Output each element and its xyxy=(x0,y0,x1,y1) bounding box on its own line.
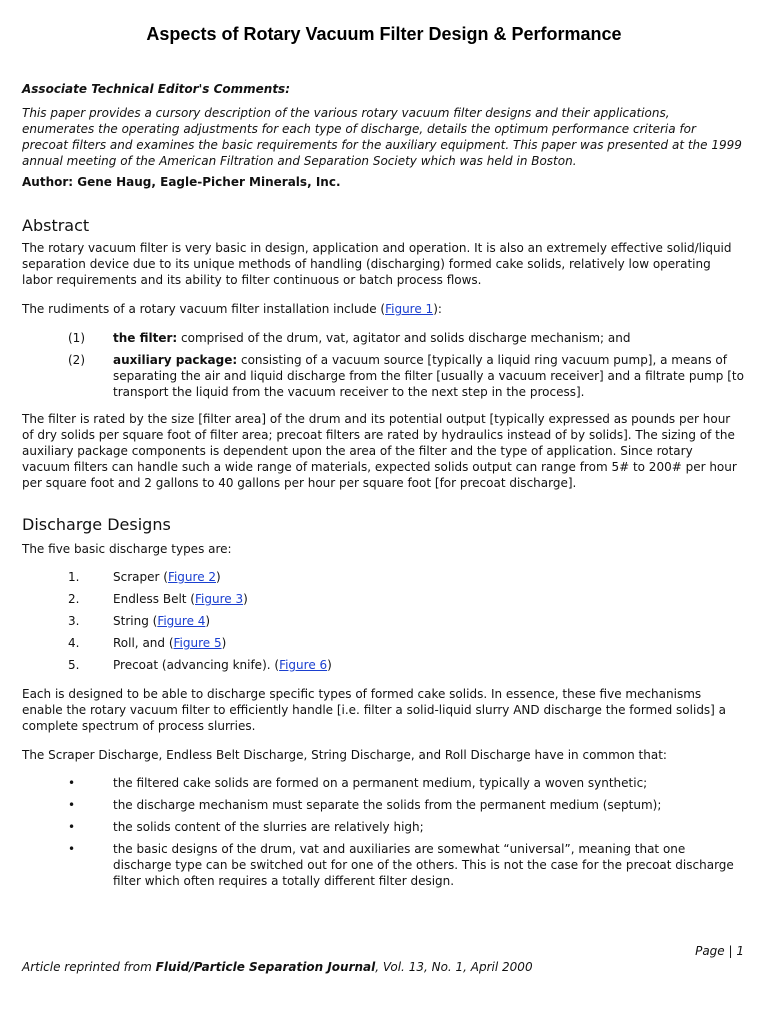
reprint-citation xyxy=(22,960,746,974)
installation-list xyxy=(68,330,744,400)
bullet-glyph: • xyxy=(68,842,76,856)
list-item-text: Roll, and ( xyxy=(113,636,174,650)
abstract-heading: Abstract xyxy=(22,216,90,235)
list-item-text: Scraper ( xyxy=(113,570,168,584)
editor-comments-heading: Associate Technical Editor's Comments: xyxy=(22,82,290,96)
reprint-prefix: Article reprinted from xyxy=(22,960,156,974)
discharge-paragraph: Each is designed to be able to discharge specific types of formed cake solids. In essence, these five mechanisms enable the rotary vacuum filter to efficiently handle [i.e. filter a solid-liquid slurry AND discharge the formed solids] a complete spectrum of process slurries. xyxy=(22,687,727,733)
list-item xyxy=(68,841,744,889)
list-item-text: the basic designs of the drum, vat and auxiliaries are somewhat “universal”, meaning that one discharge type can be switched out for one of the others. This is not the case for the precoat discharge filter which often requires a totally different filter design. xyxy=(113,842,734,888)
list-item-text: consisting of a vacuum source [typically a liquid ring vacuum pump], a means of separating the air and liquid discharge from the filter [usually a vacuum receiver] and a filtrate pump [to transport the liquid from the vacuum receiver to the next step in the process]. xyxy=(113,353,744,399)
list-item-text: the filtered cake solids are formed on a permanent medium, typically a woven synthetic; xyxy=(113,776,648,790)
author-organization: Eagle-Picher Minerals xyxy=(160,175,308,189)
rudiments-text-end: ): xyxy=(433,302,442,316)
common-intro: The Scraper Discharge, Endless Belt Discharge, String Discharge, and Roll Discharge have in common that: xyxy=(22,748,667,762)
list-item-term: auxiliary package: xyxy=(113,353,238,367)
figure-6-link[interactable]: Figure 6 xyxy=(279,658,328,672)
author-organization-suffix: Inc. xyxy=(315,175,341,189)
list-item-text-end: ) xyxy=(221,636,227,650)
bullet-glyph: • xyxy=(68,776,76,790)
list-item-number: (2) xyxy=(68,353,85,367)
list-item-text-end: ) xyxy=(216,570,221,584)
figure-2-link[interactable]: Figure 2 xyxy=(167,570,217,584)
author-separator: , xyxy=(151,175,156,189)
list-item xyxy=(68,657,744,679)
author-label: Author: xyxy=(22,175,74,189)
list-item-text: String ( xyxy=(113,614,158,628)
list-item xyxy=(68,613,744,635)
author-line xyxy=(22,175,746,189)
discharge-types-list xyxy=(68,569,744,679)
list-item-number: 4. xyxy=(68,636,80,650)
abstract-paragraph-2 xyxy=(22,301,744,317)
list-item-number: 2. xyxy=(68,592,80,606)
list-item xyxy=(68,819,744,841)
list-item-number: (1) xyxy=(68,331,85,345)
figure-5-link[interactable]: Figure 5 xyxy=(173,636,222,650)
list-item-text: the discharge mechanism must separate the solids from the permanent medium (septum); xyxy=(113,798,662,812)
list-item xyxy=(68,775,744,797)
list-item-text: Precoat (advancing knife). ( xyxy=(113,658,280,672)
figure-1-link[interactable]: Figure 1 xyxy=(385,302,434,316)
figure-3-link[interactable]: Figure 3 xyxy=(195,592,244,606)
list-item-number: 5. xyxy=(68,658,80,672)
bullet-glyph: • xyxy=(68,798,76,812)
discharge-designs-heading: Discharge Designs xyxy=(22,515,171,534)
rudiments-text: The rudiments of a rotary vacuum filter installation include ( xyxy=(22,302,386,316)
list-item xyxy=(68,797,744,819)
abstract-paragraph-3: The filter is rated by the size [filter area] of the drum and its potential output [typically expressed as pounds per hour of dry solids per square foot of filter area; precoat filters are rated by hydraulics instead of by solids]. The sizing of the auxiliary package components is dependent upon the area of the filter and the type of application. Since rotary vacuum filters can handle such a wide range of materials, expected solids output can range from 5# to 200# per hour per square foot and 2 gallons to 40 gallons per hour per square foot [for precoat discharge]. xyxy=(22,412,737,490)
editor-comments-text: This paper provides a cursory description of the various rotary vacuum filter designs and their applications, enumerates the operating adjustments for each type of discharge, details the optimum performance criteria for precoat filters and examines the basic requirements for the auxiliary equipment. This paper was presented at the 1999 annual meeting of the American Filtration and Separation Society which was held in Boston. xyxy=(22,106,742,168)
author-name: Gene Haug xyxy=(77,175,152,189)
list-item-text-end: ) xyxy=(205,614,211,628)
page-number: Page | 1 xyxy=(695,944,744,958)
reprint-suffix: , Vol. 13, No. 1, April 2000 xyxy=(375,960,533,974)
list-item-text: Endless Belt ( xyxy=(113,592,195,606)
list-item-text: the solids content of the slurries are relatively high; xyxy=(113,820,424,834)
list-item-term: the filter: xyxy=(113,331,178,345)
list-item xyxy=(68,569,744,591)
list-item-number: 1. xyxy=(68,570,80,584)
list-item xyxy=(68,330,744,352)
figure-4-link[interactable]: Figure 4 xyxy=(157,614,206,628)
list-item-number: 3. xyxy=(68,614,80,628)
list-item-text: comprised of the drum, vat, agitator and solids discharge mechanism; and xyxy=(177,331,631,345)
list-item xyxy=(68,635,744,657)
discharge-intro: The five basic discharge types are: xyxy=(22,542,232,556)
list-item-text-end: ) xyxy=(243,592,248,606)
list-item xyxy=(68,352,744,400)
document-page xyxy=(22,0,746,1024)
abstract-paragraph-1: The rotary vacuum filter is very basic in design, application and operation. It is also an extremely effective solid/liquid separation device due to its unique methods of handling (discharging) formed cake solids, relatively low operating labor requirements and its ability to filter continuous or batch process flows. xyxy=(22,241,732,287)
list-item xyxy=(68,591,744,613)
list-item-text-end: ) xyxy=(327,658,332,672)
author-separator-2: , xyxy=(307,175,312,189)
page-title: Aspects of Rotary Vacuum Filter Design & Performance xyxy=(146,24,622,44)
common-features-list xyxy=(68,775,744,889)
bullet-glyph: • xyxy=(68,820,76,834)
journal-name: Fluid/Particle Separation Journal xyxy=(155,960,376,974)
